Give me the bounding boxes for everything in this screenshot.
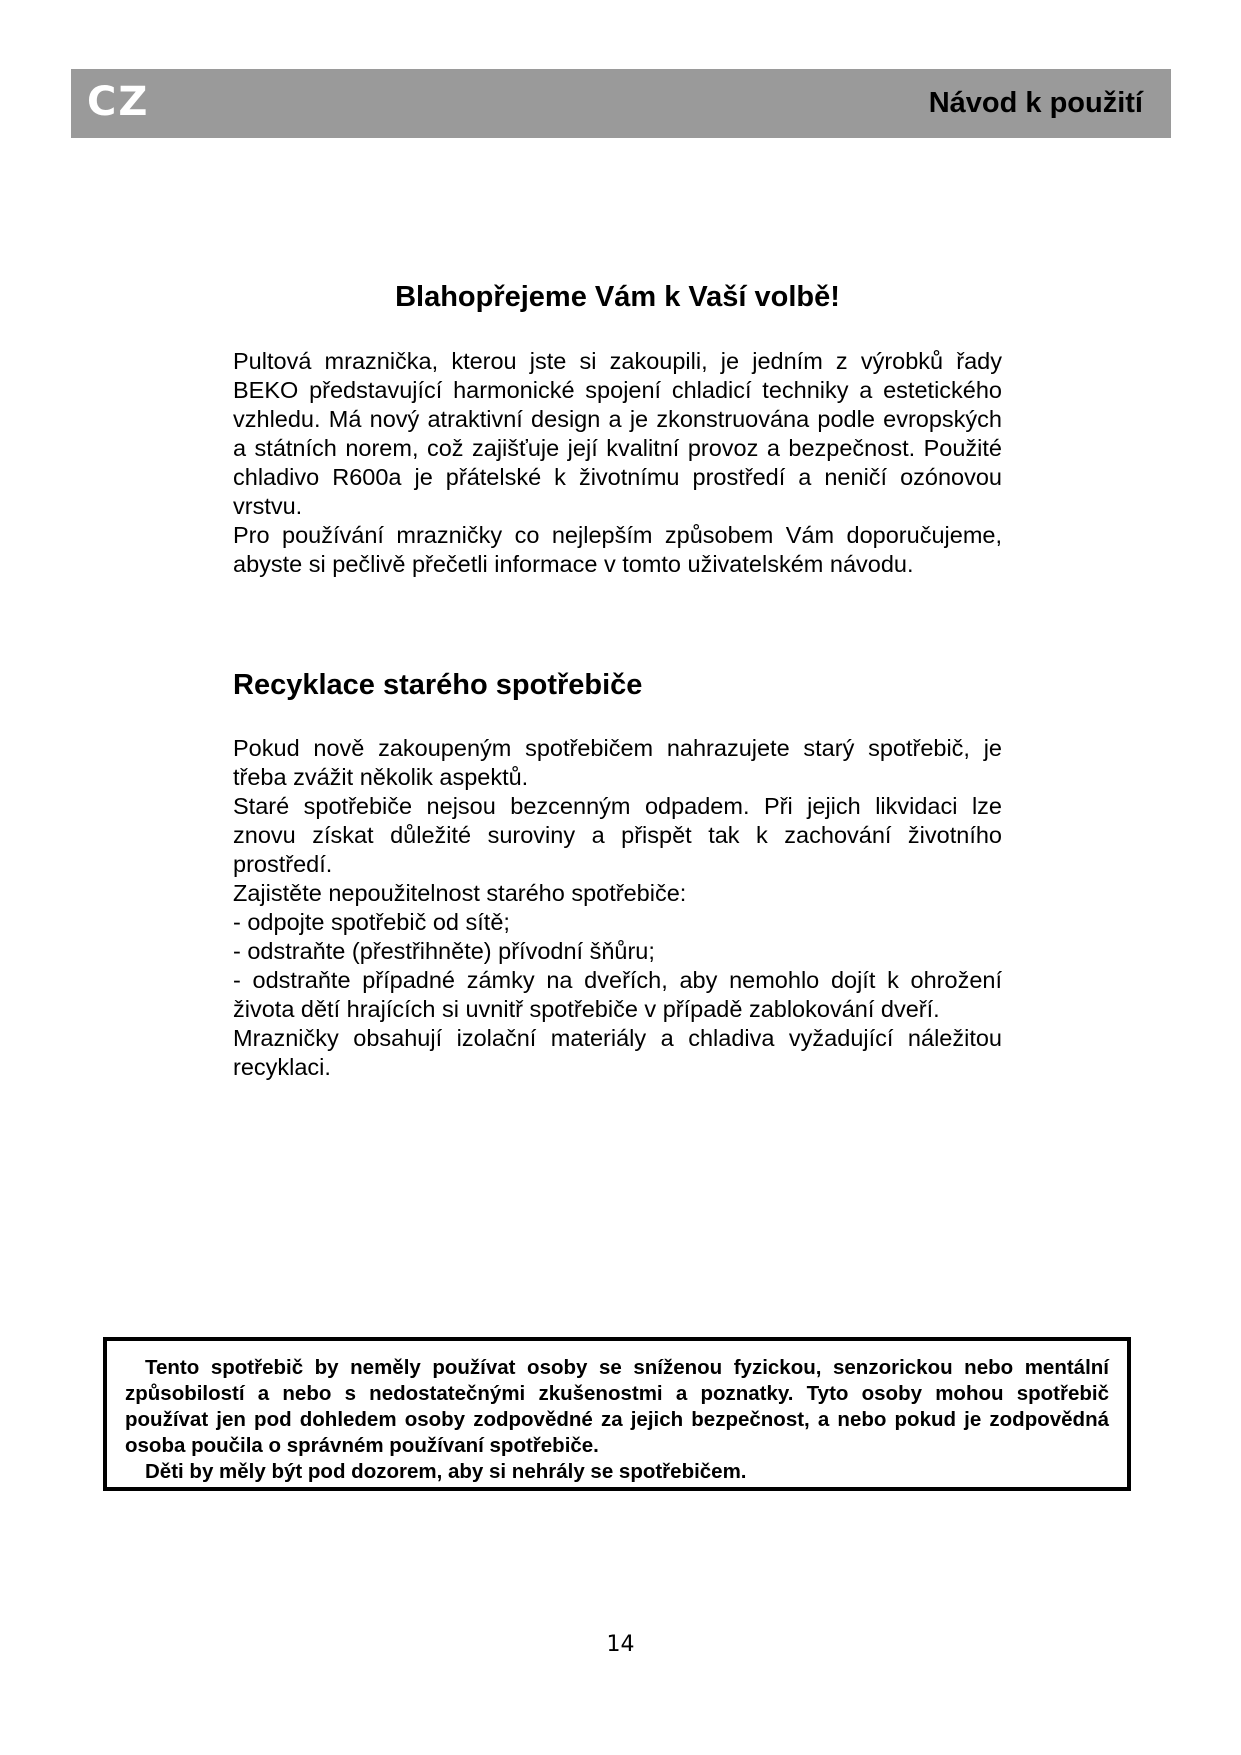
recycling-line: Mrazničky obsahují izolační materiály a chladiva vyžadující náležitou recyklaci. [233, 1025, 1002, 1080]
header-bar [71, 69, 1171, 138]
congratulations-heading: Blahopřejeme Vám k Vaší volbě! [395, 281, 840, 313]
recycling-line: Pokud nově zakoupeným spotřebičem nahrazujete starý spotřebič, je třeba zvážit několik aspektů. [233, 735, 1002, 790]
intro-text [233, 347, 1002, 579]
document-title: Návod k použití [928, 87, 1143, 119]
page-number: 14 [606, 1632, 635, 1657]
language-code: CZ [87, 79, 150, 125]
recycling-line: Zajistěte nepoužitelnost starého spotřebiče: [233, 880, 687, 906]
recycling-line: - odstraňte (přestřihněte) přívodní šňůru; [233, 938, 655, 964]
children-notice-text: Děti by měly být pod dozorem, aby si nehrály se spotřebičem. [145, 1460, 747, 1483]
recycling-text [233, 734, 1002, 1082]
intro-paragraph: Pro používání mrazničky co nejlepším způsobem Vám doporučujeme, abyste si pečlivě přečetli informace v tomto uživatelském návodu. [233, 522, 1002, 577]
recycling-line: Staré spotřebiče nejsou bezcenným odpadem. Při jejich likvidaci lze znovu získat důležité suroviny a přispět tak k zachování životního prostředí. [233, 793, 1002, 877]
safety-notice-box [103, 1337, 1131, 1491]
safety-notice-text: Tento spotřebič by neměly používat osoby se sníženou fyzickou, senzorickou nebo mentální způsobilostí a nebo s nedostatečnými zkušenostmi a poznatky. Tyto osoby mohou spotřebič používat jen pod dohledem osoby zodpovědné za jejich bezpečnost, a nebo pokud je zodpovědná osoba poučila o správném používaní spotřebiče. [125, 1356, 1109, 1457]
recycling-line: - odpojte spotřebič od sítě; [233, 909, 510, 935]
intro-paragraph: Pultová mraznička, kterou jste si zakoupili, je jedním z výrobků řady BEKO představující harmonické spojení chladicí techniky a estetického vzhledu. Má nový atraktivní design a je zkonstruována podle evropských a státních norem, což zajišťuje její kvalitní provoz a bezpečnost. Použité chladivo R600a je přátelské k životnímu prostředí a neničí ozónovou vrstvu. [233, 348, 1002, 519]
recycling-line: - odstraňte případné zámky na dveřích, aby nemohlo dojít k ohrožení života dětí hrajících si uvnitř spotřebiče v případě zablokování dveří. [233, 967, 1002, 1022]
recycling-heading: Recyklace starého spotřebiče [233, 669, 643, 701]
